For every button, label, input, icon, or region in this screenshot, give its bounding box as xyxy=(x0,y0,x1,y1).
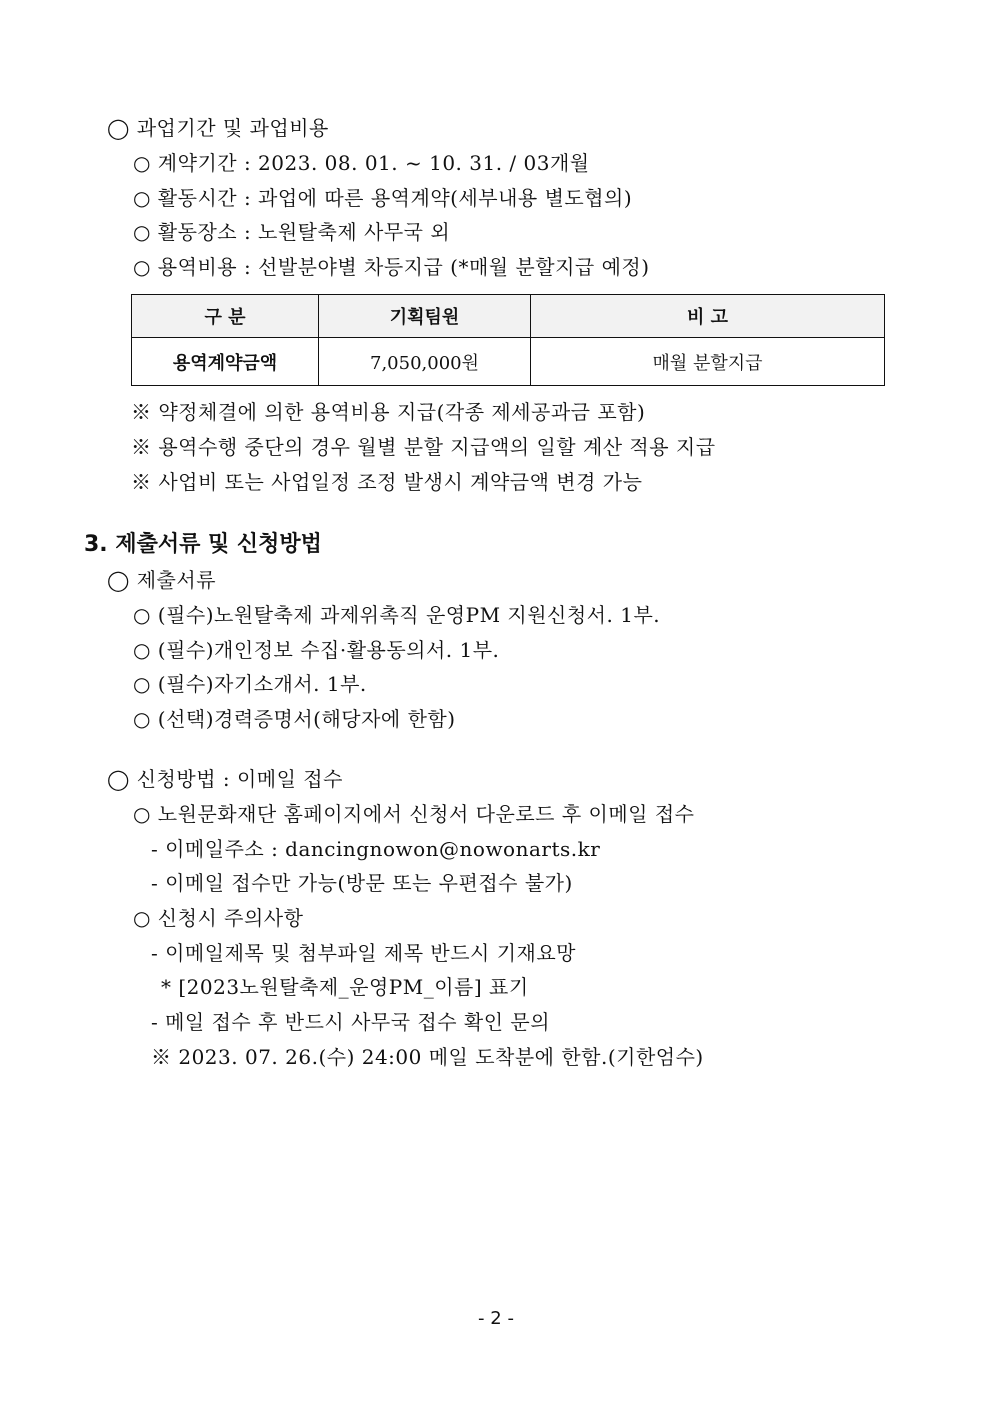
method-subject-format: * [2023노원탈축제_운영PM_이름] 표기 xyxy=(161,975,529,999)
cell-contract-amount-label: 용역계약금액 xyxy=(132,338,319,386)
table-row xyxy=(132,338,885,386)
method-email-address: - 이메일주소 : dancingnowon@nowonarts.kr xyxy=(151,837,601,861)
cost-table-header-row xyxy=(132,295,885,338)
cell-amount: 7,050,000원 xyxy=(319,338,531,386)
header-remarks: 비 고 xyxy=(531,295,885,338)
docs-title: ◯ 제출서류 xyxy=(107,568,217,592)
cell-remarks: 매월 분할지급 xyxy=(531,338,885,386)
note-change: ※ 사업비 또는 사업일정 조정 발생시 계약금액 변경 가능 xyxy=(131,470,643,494)
method-confirm: - 메일 접수 후 반드시 사무국 접수 확인 문의 xyxy=(151,1010,551,1034)
note-suspension: ※ 용역수행 중단의 경우 월별 분할 지급액의 일할 계산 적용 지급 xyxy=(131,435,716,459)
activity-time: ○ 활동시간 : 과업에 따른 용역계약(세부내용 별도협의) xyxy=(133,186,633,210)
section3-heading: 3. 제출서류 및 신청방법 xyxy=(84,532,322,557)
doc-career-cert: ○ (선택)경력증명서(해당자에 한함) xyxy=(133,707,456,731)
method-deadline: ※ 2023. 07. 26.(수) 24:00 메일 도착분에 한함.(기한엄수) xyxy=(151,1045,704,1069)
contract-period: ○ 계약기간 : 2023. 08. 01. ~ 10. 31. / 03개월 xyxy=(133,151,590,175)
period-section-title: ◯ 과업기간 및 과업비용 xyxy=(107,116,329,140)
doc-privacy-consent: ○ (필수)개인정보 수집·활용동의서. 1부. xyxy=(133,638,500,662)
method-subject: - 이메일제목 및 첨부파일 제목 반드시 기재요망 xyxy=(151,941,576,965)
method-email-only: - 이메일 접수만 가능(방문 또는 우편접수 불가) xyxy=(151,871,573,895)
service-cost: ○ 용역비용 : 선발분야별 차등지급 (*매월 분할지급 예정) xyxy=(133,255,650,279)
method-title: ◯ 신청방법 : 이메일 접수 xyxy=(107,767,343,791)
cost-table xyxy=(131,294,885,386)
page-number: - 2 - xyxy=(478,1308,514,1329)
header-planning-member: 기획팀원 xyxy=(319,295,531,338)
header-category: 구 분 xyxy=(132,295,319,338)
doc-application: ○ (필수)노원탈축제 과제위촉직 운영PM 지원신청서. 1부. xyxy=(133,603,661,627)
activity-location: ○ 활동장소 : 노원탈축제 사무국 외 xyxy=(133,220,451,244)
doc-self-intro: ○ (필수)자기소개서. 1부. xyxy=(133,672,367,696)
method-download: ○ 노원문화재단 홈페이지에서 신청서 다운로드 후 이메일 접수 xyxy=(133,802,695,826)
method-cautions: ○ 신청시 주의사항 xyxy=(133,906,304,930)
note-contract: ※ 약정체결에 의한 용역비용 지급(각종 제세공과금 포함) xyxy=(131,400,646,424)
